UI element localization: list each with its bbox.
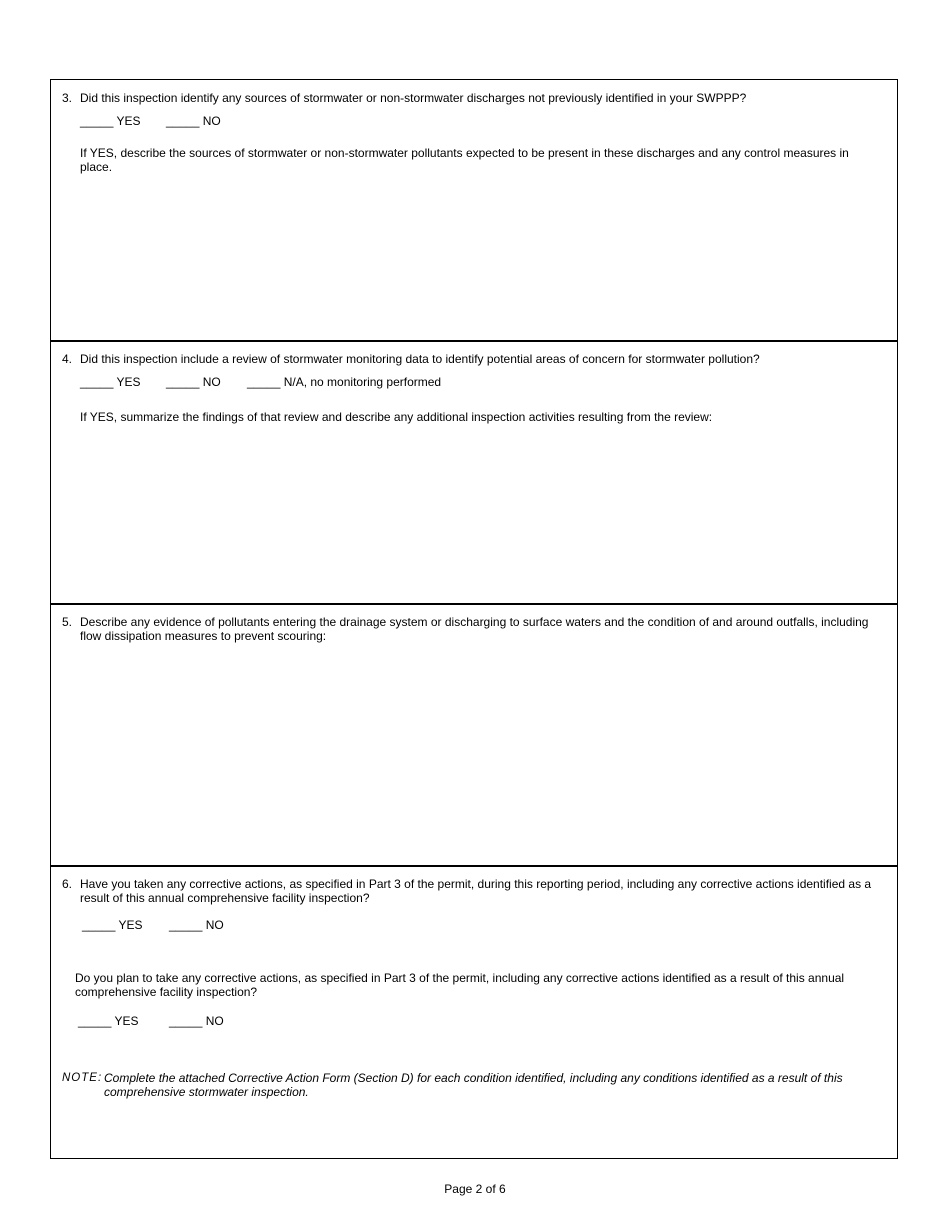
q4-na-option[interactable]: _____ N/A, no monitoring performed xyxy=(247,375,442,389)
page-number: Page 2 of 6 xyxy=(444,1182,506,1196)
section-q4 xyxy=(51,340,897,603)
q6-note-label: NOTE: xyxy=(62,1072,103,1084)
q4-followup: If YES, summarize the findings of that review and describe any additional inspection activities resulting from the review: xyxy=(80,410,713,424)
q6-question-2: Do you plan to take any corrective actions, as specified in Part 3 of the permit, including any corrective actions identified as a result of this annual comprehensive facility inspection? xyxy=(75,971,845,999)
q6-yes-option-2[interactable]: _____ YES xyxy=(78,1014,139,1028)
q3-followup: If YES, describe the sources of stormwater or non-stormwater pollutants expected to be present in these discharges and any control measures in place. xyxy=(80,146,849,174)
q6-note-text-2: comprehensive stormwater inspection. xyxy=(104,1085,309,1099)
q3-yes-option[interactable]: _____ YES xyxy=(80,114,141,128)
section-q6 xyxy=(51,865,897,1158)
q5-question: Describe any evidence of pollutants entering the drainage system or discharging to surface waters and the condition of and around outfalls, including flow dissipation measures to prevent scouring: xyxy=(80,615,869,643)
section-q5 xyxy=(51,603,897,865)
q5-number: 5. xyxy=(62,615,73,629)
q4-number: 4. xyxy=(62,352,73,366)
q3-number: 3. xyxy=(62,91,73,105)
q6-no-option-2[interactable]: _____ NO xyxy=(169,1014,224,1028)
q6-question: Have you taken any corrective actions, as specified in Part 3 of the permit, during this reporting period, including any corrective actions identified as a result of this annual comprehensive facility inspection? xyxy=(80,877,872,905)
inspection-form xyxy=(50,79,898,1159)
section-q3 xyxy=(51,80,897,341)
q3-no-option[interactable]: _____ NO xyxy=(166,114,221,128)
q6-number: 6. xyxy=(62,877,73,891)
q4-question: Did this inspection include a review of stormwater monitoring data to identify potential areas of concern for stormwater pollution? xyxy=(80,352,760,366)
q6-yes-option[interactable]: _____ YES xyxy=(82,918,143,932)
q4-yes-option[interactable]: _____ YES xyxy=(80,375,141,389)
q4-no-option[interactable]: _____ NO xyxy=(166,375,221,389)
q3-question: Did this inspection identify any sources of stormwater or non-stormwater discharges not previously identified in your SWPPP? xyxy=(80,91,747,105)
q6-no-option[interactable]: _____ NO xyxy=(169,918,224,932)
q6-note-text: Complete the attached Corrective Action Form (Section D) for each condition identified, including any conditions identified as a result of this xyxy=(104,1071,843,1085)
